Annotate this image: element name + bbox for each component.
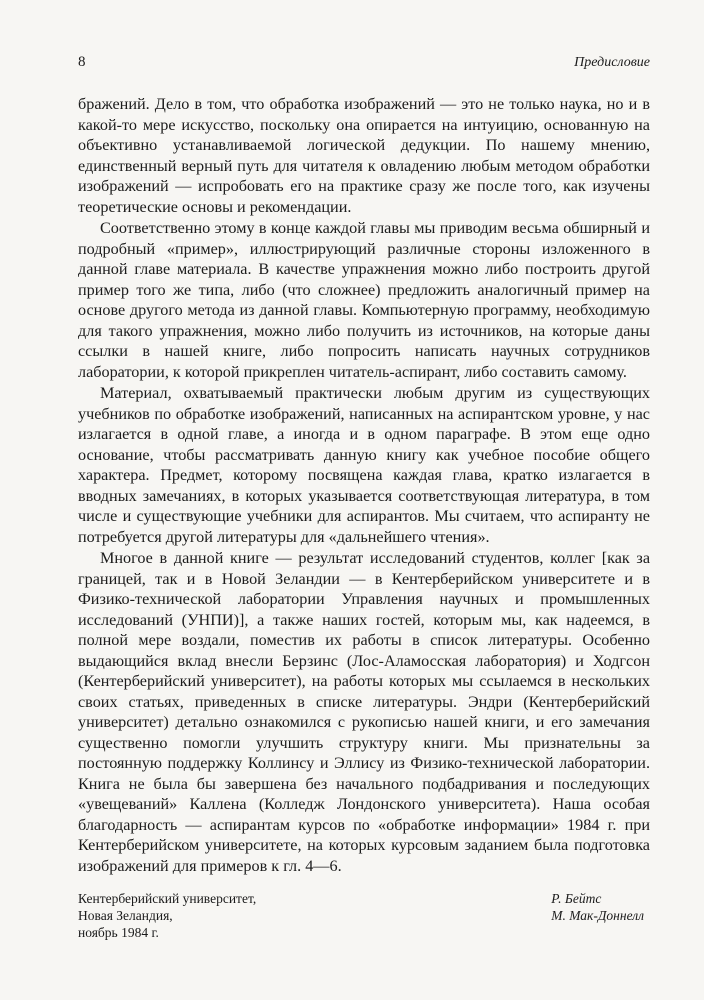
- author-bates: Р. Бейтс: [551, 891, 602, 906]
- paragraph-1: бражений. Дело в том, что обработка изображений — это не только наука, но и в какой-то мере искусство, поскольку она опирается на интуицию, основанную на объективно устанавливаемой логической дедукции. По нашему мнению, единственный верный путь для читателя к овладению любым методом обработки изображений — испробовать его на практике сразу же после того, как изучены теоретические основы и рекомендации.: [78, 95, 650, 216]
- place-line-country: Новая Зеландия,: [78, 908, 173, 923]
- place-line-university: Кентерберийский университет,: [78, 891, 257, 906]
- book-page: [78, 54, 650, 941]
- paragraph-3: Материал, охватываемый практически любым другим из существующих учебников по обработке изображений, написанных на аспирантском уровне, у нас излагается в одной главе, а иногда и в одном параграфе. В этом еще одно основание, чтобы рассматривать данную книгу как учебное пособие общего характера. Предмет, которому посвящена каждая глава, кратко излагается в вводных замечаниях, в которых указывается соответствующая литература, в том числе и существующие учебники для аспирантов. Мы считаем, что аспиранту не потребуется другой литературы для «дальнейшего чтения».: [78, 384, 650, 546]
- page-header: [78, 54, 650, 80]
- author-mcdonnell: М. Мак-Доннелл: [551, 908, 644, 923]
- place-and-date: [78, 890, 256, 941]
- running-title: Предисловие: [574, 55, 650, 70]
- authors: [551, 890, 650, 941]
- signature-block: [78, 890, 650, 941]
- paragraph-4: Многое в данной книге — результат исследований студентов, коллег [как за границей, так и в Новой Зеландии — в Кентерберийском университете и в Физико-технической лаборатории Управления научных и промышленных исследований (УНПИ)], а также наших гостей, которым мы, как надеемся, в полной мере воздали, поместив их работы в список литературы. Особенно выдающийся вклад внесли Берзинс (Лос-Аламосская лаборатория) и Ходгсон (Кентерберийский университет), на работы которых мы ссылаемся в нескольких своих статьях, приведенных в списке литературы. Эндри (Кентерберийский университет) детально ознакомился с рукописью нашей книги, и его замечания существенно помогли улучшить структуру книги. Мы признательны за постоянную поддержку Коллинсу и Эллису из Физико-технической лаборатории. Книга не была бы завершена без начального подбадривания и последующих «увещеваний» Каллена (Колледж Лондонского университета). Наша особая благодарность — аспирантам курсов по «обработке информации» 1984 г. при Кентерберийском университете, на которых курсовым заданием была подготовка изображений для примеров к гл. 4—6.: [78, 549, 650, 875]
- paragraph-2: Соответственно этому в конце каждой главы мы приводим весьма обширный и подробный «пример», иллюстрирующий различные стороны изложенного в данной главе материала. В качестве упражнения можно либо построить другой пример того же типа, либо (что сложнее) предложить аналогичный пример на основе другого метода из данной главы. Компьютерную программу, необходимую для такого упражнения, можно либо получить из источников, на которые даны ссылки в нашей книге, либо попросить написать научных сотрудников лаборатории, к которой прикреплен читатель-аспирант, либо составить самому.: [78, 219, 650, 381]
- date-line: ноябрь 1984 г.: [78, 925, 159, 940]
- body-text: [78, 94, 650, 876]
- page-number: 8: [78, 54, 86, 70]
